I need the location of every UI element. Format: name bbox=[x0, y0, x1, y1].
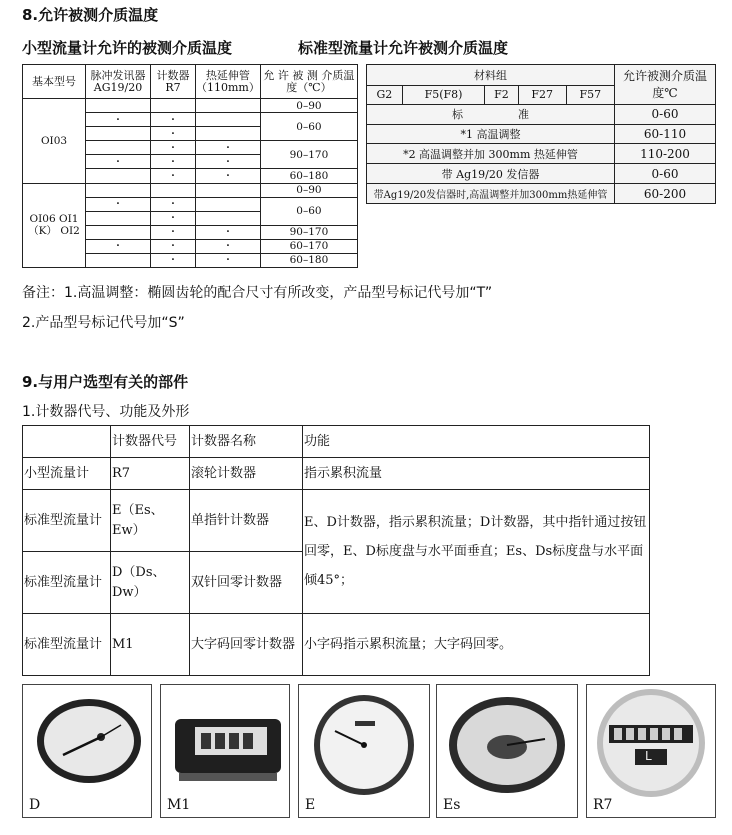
std-row-label: *2 高温调整并加 300mm 热延伸管 bbox=[367, 144, 615, 164]
note-line-1: 备注：1.高温调整：椭圆齿轮的配合尺寸有所改变，产品型号标记代号加“T” bbox=[22, 285, 493, 301]
dot: · bbox=[151, 225, 196, 239]
temp-cell: 90–170 bbox=[260, 225, 357, 239]
temp-cell: 0–90 bbox=[260, 183, 357, 197]
row-code: R7 bbox=[111, 458, 190, 490]
material-g2: G2 bbox=[367, 85, 403, 104]
row-code: D（Ds、Dw） bbox=[111, 552, 190, 614]
th-code: 计数器代号 bbox=[111, 426, 190, 458]
dot: · bbox=[196, 253, 261, 267]
photo-counter-r7 bbox=[586, 684, 716, 818]
caption-es: Es bbox=[443, 797, 461, 813]
r7-display-text: L bbox=[645, 749, 652, 763]
dot: · bbox=[196, 141, 261, 155]
row-name: 双针回零计数器 bbox=[190, 552, 303, 614]
model-oi03: OI03 bbox=[23, 99, 86, 183]
section9-title: 9.与用户选型有关的部件 bbox=[22, 373, 189, 391]
std-row-temp: 0-60 bbox=[615, 164, 716, 184]
photo-counter-es bbox=[436, 684, 578, 818]
temp-cell: 60–180 bbox=[260, 253, 357, 267]
dot: · bbox=[151, 253, 196, 267]
dot: · bbox=[196, 169, 261, 183]
dot: · bbox=[86, 239, 151, 253]
model-oi06-group: OI06 OI1（K） OI2 bbox=[23, 183, 86, 267]
dot: · bbox=[151, 155, 196, 169]
material-group-header: 材料组 bbox=[367, 65, 615, 86]
dot: · bbox=[196, 239, 261, 253]
dot: · bbox=[196, 225, 261, 239]
temp-cell: 90–170 bbox=[260, 141, 357, 169]
th-temp: 允 许 被 测 介质温度（℃） bbox=[260, 65, 357, 99]
std-row-temp: 60-110 bbox=[615, 124, 716, 144]
dot: · bbox=[86, 197, 151, 211]
row-type: 标准型流量计 bbox=[23, 614, 111, 676]
small-meter-subtitle: 小型流量计允许的被测介质温度 bbox=[22, 39, 233, 57]
material-f5: F5(F8) bbox=[402, 85, 485, 104]
temp-cell: 60–170 bbox=[260, 239, 357, 253]
merged-function: E、D计数器，指示累积流量；D计数器，其中指针通过按钮回零，E、D标度盘与水平面垂直；Es、Ds标度盘与水平面倾45°； bbox=[303, 490, 650, 614]
row-name: 单指针计数器 bbox=[190, 490, 303, 552]
caption-e: E bbox=[305, 797, 316, 813]
dot: · bbox=[86, 113, 151, 127]
row-name: 大字码回零计数器 bbox=[190, 614, 303, 676]
dot: · bbox=[151, 239, 196, 253]
dial-e-image bbox=[299, 685, 429, 817]
th-counter: 计数器 R7 bbox=[151, 65, 196, 99]
material-f2: F2 bbox=[485, 85, 518, 104]
dial-d-image bbox=[23, 685, 151, 817]
counter-parts-table bbox=[22, 425, 650, 676]
th-extension: 热延伸管（110mm） bbox=[196, 65, 261, 99]
standard-meter-subtitle: 标准型流量计允许被测介质温度 bbox=[298, 39, 509, 57]
temp-cell: 0–60 bbox=[260, 197, 357, 225]
std-row-label: 标 准 bbox=[367, 104, 615, 124]
photo-counter-d bbox=[22, 684, 152, 818]
dot: · bbox=[196, 155, 261, 169]
temp-cell: 60–180 bbox=[260, 169, 357, 183]
caption-d: D bbox=[29, 797, 41, 813]
standard-meter-temp-table bbox=[366, 64, 716, 204]
note-line-2: 2.产品型号标记代号加“S” bbox=[22, 315, 185, 331]
std-row-temp: 0-60 bbox=[615, 104, 716, 124]
row-type: 标准型流量计 bbox=[23, 552, 111, 614]
material-f57: F57 bbox=[566, 85, 614, 104]
material-f27: F27 bbox=[518, 85, 566, 104]
th-blank bbox=[23, 426, 111, 458]
row-function: 指示累积流量 bbox=[303, 458, 650, 490]
row-type: 小型流量计 bbox=[23, 458, 111, 490]
std-row-temp: 110-200 bbox=[615, 144, 716, 164]
th-pulse: 脉冲发讯器 AG19/20 bbox=[86, 65, 151, 99]
photo-counter-m1 bbox=[160, 684, 290, 818]
std-row-temp: 60-200 bbox=[615, 184, 716, 204]
caption-m1: M1 bbox=[167, 797, 191, 813]
std-row-label: *1 高温调整 bbox=[367, 124, 615, 144]
caption-r7: R7 bbox=[593, 797, 613, 813]
photo-counter-e bbox=[298, 684, 430, 818]
section8-title: 8.允许被测介质温度 bbox=[22, 6, 159, 24]
temp-header: 允许被测介质温度℃ bbox=[615, 65, 716, 105]
row-function: 小字码指示累积流量；大字码回零。 bbox=[303, 614, 650, 676]
temp-cell: 0–60 bbox=[260, 113, 357, 141]
temp-cell: 0–90 bbox=[260, 99, 357, 113]
th-function: 功能 bbox=[303, 426, 650, 458]
th-name: 计数器名称 bbox=[190, 426, 303, 458]
std-row-label: 带 Ag19/20 发信器 bbox=[367, 164, 615, 184]
std-row-label: 带Ag19/20发信器时,高温调整并加300mm热延伸管 bbox=[367, 184, 615, 204]
section9-subtitle: 1.计数器代号、功能及外形 bbox=[22, 404, 190, 420]
small-meter-temp-table bbox=[22, 64, 358, 268]
dot: · bbox=[151, 211, 196, 225]
dot: · bbox=[86, 155, 151, 169]
dot: · bbox=[151, 141, 196, 155]
row-type: 标准型流量计 bbox=[23, 490, 111, 552]
row-name: 滚轮计数器 bbox=[190, 458, 303, 490]
th-model: 基本型号 bbox=[23, 65, 86, 99]
dot: · bbox=[151, 169, 196, 183]
dot: · bbox=[151, 127, 196, 141]
dot: · bbox=[151, 113, 196, 127]
row-code: M1 bbox=[111, 614, 190, 676]
row-code: E（Es、Ew） bbox=[111, 490, 190, 552]
dot: · bbox=[151, 197, 196, 211]
